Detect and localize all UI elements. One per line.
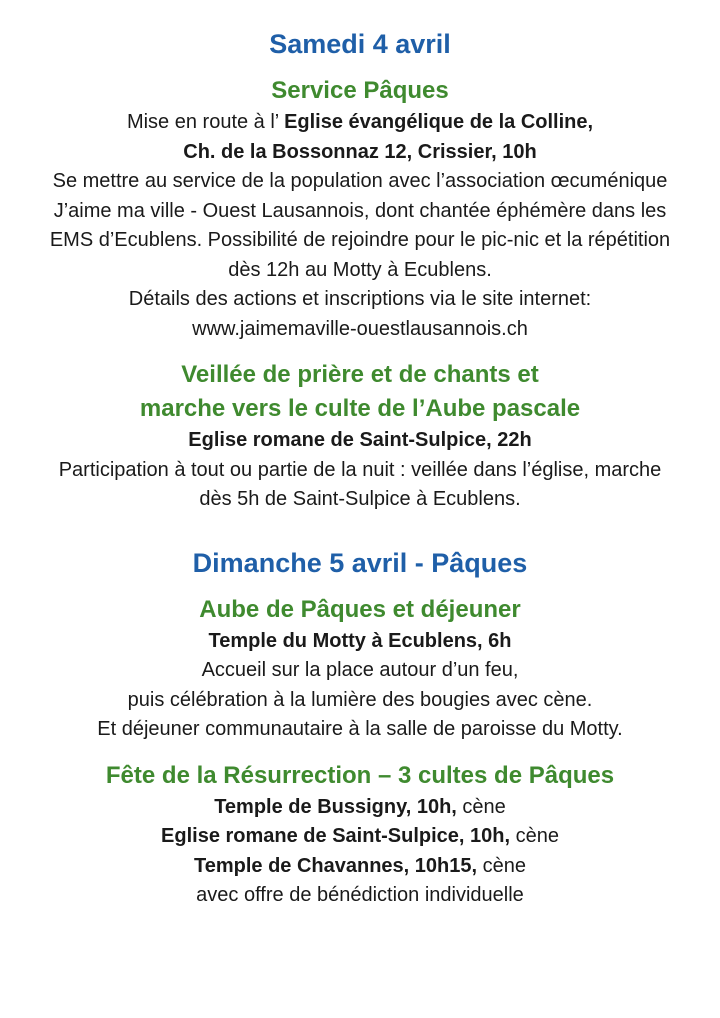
service-paques-section (0, 74, 720, 344)
resurrection-service-3 (0, 852, 720, 882)
resurrection-service-3-place: Temple de Chavannes, 10h15, (193, 854, 478, 877)
resurrection-service-2-note: cène (510, 825, 559, 847)
resurrection-service-3-note: cène (477, 854, 526, 877)
dawn-location: Temple du Motty à Ecublens, 6h (208, 629, 512, 652)
sunday-heading: Dimanche 5 avril - Pâques (192, 547, 528, 578)
resurrection-service-2-place: Eglise romane de Saint-Sulpice, 10h, (161, 825, 511, 847)
service-description-line-2: J’aime ma ville - Ouest Lausannois, dont chantée éphémère dans les (53, 199, 667, 222)
resurrection-title: Fête de la Résurrection – 3 cultes de Pâques (105, 761, 615, 789)
service-description-line-1: Se mettre au service de la population avec l’association œcuménique (52, 170, 668, 192)
resurrection-service-1 (0, 793, 720, 823)
service-description-line-3: EMS d’Ecublens. Possibilité de rejoindre pour le pic-nic et la répétition (49, 229, 671, 251)
dawn-title: Aube de Pâques et déjeuner (199, 595, 521, 623)
resurrection-service-1-place: Temple de Bussigny, 10h, (214, 795, 457, 818)
vigil-title-line-2: marche vers le culte de l’Aube pascale (139, 395, 581, 422)
service-location-line-2: Ch. de la Bossonnaz 12, Crissier, 10h (183, 140, 537, 163)
vigil-title-line-1: Veillée de prière et de chants et (181, 361, 539, 388)
resurrection-blessing-line: avec offre de bénédiction individuelle (196, 884, 524, 906)
vigil-section (0, 358, 720, 515)
service-location-prefix: Mise en route à l’ (126, 111, 285, 133)
saturday-heading: Samedi 4 avril (269, 29, 451, 59)
dawn-description-line-3: Et déjeuner communautaire à la salle de paroisse du Motty. (97, 718, 623, 740)
dawn-section (0, 593, 720, 745)
service-location-church: Eglise évangélique de la Colline, (284, 111, 594, 133)
resurrection-section (0, 759, 720, 911)
vigil-description-line-1: Participation à tout ou partie de la nuit : veillée dans l’église, marche (58, 458, 662, 481)
service-location-line-1 (0, 108, 720, 138)
service-paques-title: Service Pâques (271, 77, 449, 104)
service-description-line-4: dès 12h au Motty à Ecublens. (228, 258, 492, 281)
resurrection-service-2 (0, 822, 720, 852)
service-details-line: Détails des actions et inscriptions via le site internet: (128, 288, 592, 310)
resurrection-service-1-note: cène (456, 795, 506, 818)
vigil-description-line-2: dès 5h de Saint-Sulpice à Ecublens. (199, 488, 521, 510)
dawn-description-line-2: puis célébration à la lumière des bougies avec cène. (127, 688, 593, 711)
dawn-description-line-1: Accueil sur la place autour d’un feu, (201, 659, 519, 681)
service-website: www.jaimemaville-ouestlausannois.ch (192, 317, 528, 340)
vigil-location: Eglise romane de Saint-Sulpice, 22h (188, 429, 532, 451)
